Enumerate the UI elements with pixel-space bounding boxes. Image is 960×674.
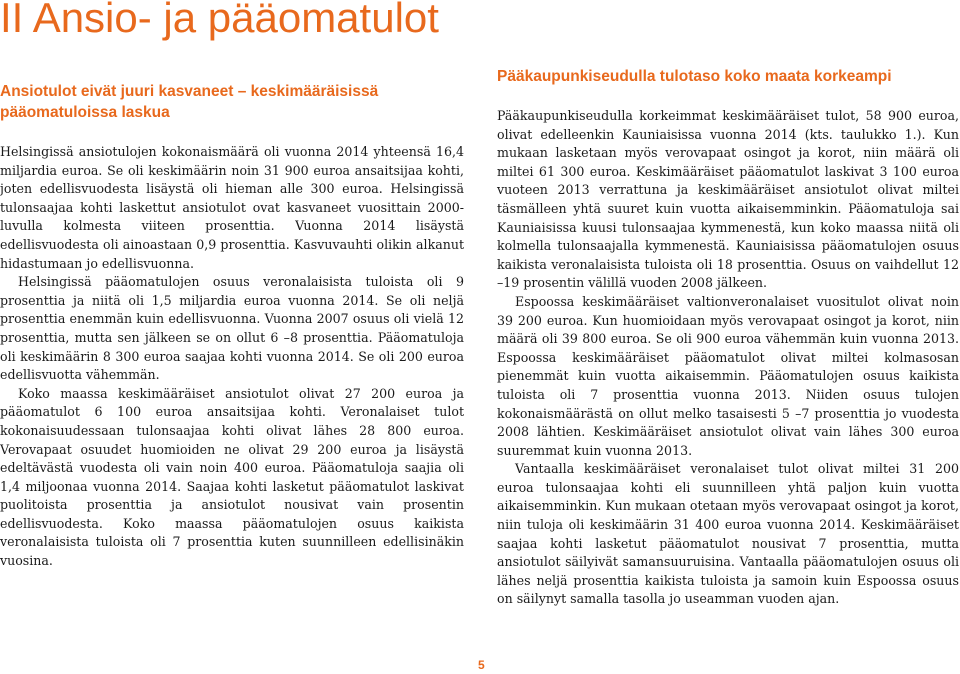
paragraph: Helsingissä pääomatulojen osuus veronalaisista tuloista oli 9 prosenttia ja niitä oli 1,5 miljardia euroa vuonna 2014. Se oli neljä prosenttia enemmän kuin edellisvuonna. Vuonna 2007 osuus oli vielä 12 prosenttia, mutta sen jälkeen se on ollut 6 –8 prosenttia. Pääomatuloja oli keskimäärin 8 300 euroa saajaa kohti vuonna 2014. Se oli 200 euroa edellisvuotta vähemmän. — [0, 274, 464, 383]
paragraph: Koko maassa keskimääräiset ansiotulot olivat 27 200 euroa ja pääomatulot 6 100 euroa ansaitsijaa kohti. Veronalaiset tulot kokonaisuudessaan tulonsaajaa kohti olivat lähes 28 800 euroa. Verovapaat osuudet huomioiden ne olivat 29 200 euroa ja lisäystä edeltävästä vuodesta oli vain noin 400 euroa. Pääomatuloja saajia oli 1,4 miljoonaa vuonna 2014. Saajaa kohti lasketut pääomatulot laskivat puolitoista prosenttia ja ansiotulot nousivat vain prosentin edellisvuodesta. Koko maassa pääomatulojen osuus kaikista veronalaisista tuloista oli 7 prosenttia kuten suunnilleen edellisinäkin vuosina. — [0, 385, 464, 569]
page-title: II Ansio- ja pääomatulot — [0, 0, 439, 41]
left-column-body — [0, 143, 464, 571]
page-number: 5 — [478, 658, 485, 672]
paragraph: Vantaalla keskimääräiset veronalaiset tulot olivat miltei 31 200 euroa tulonsaajaa kohti eli suunnilleen yhtä paljon kuin vuotta aikaisemminkin. Kun mukaan otetaan myös verovapaat osingot ja korot, niin tuloja oli keskimäärin 31 400 euroa vuonna 2014. Keskimääräiset saajaa kohti lasketut pääomatulot nousivat 7 prosenttia, mutta ansiotulot säilyivät samansuuruisina. Vantaalla pääomatulojen osuus oli lähes neljä prosenttia kaikista tuloista ja samoin kuin Espoossa osuus on säilynyt samalla tasolla jo useamman vuoden ajan. — [497, 461, 959, 607]
section-heading-earned-income: Ansiotulot eivät juuri kasvaneet – keskimääräisissä pääomatuloissa laskua — [0, 83, 379, 121]
right-column-body — [497, 107, 959, 609]
paragraph: Pääkaupunkiseudulla korkeimmat keskimääräiset tulot, 58 900 euroa, olivat edelleenkin Kauniaisissa vuonna 2014 (kts. taulukko 1.). Kun mukaan lasketaan myös verovapaat osingot ja korot, niin määrä oli miltei 61 300 euroa. Keskimääräiset pääomatulot laskivat 3 100 euroa vuoteen 2013 verrattuna ja keskimääräiset ansiotulot olivat miltei täsmälleen yhtä suuret kuin vuotta aikaisemminkin. Pääomatuloja sai Kauniaisissa kuusi tulonsaajaa kymmenestä, kun koko maassa niitä oli kolmella tulonsaajalla kymmenestä. Kauniaisissa pääomatulojen osuus kaikista veronalaisista tuloista oli 18 prosenttia. Osuus on vaihdellut 12 –19 prosentin välillä vuoden 2008 jälkeen. — [497, 108, 959, 291]
paragraph: Helsingissä ansiotulojen kokonaismäärä oli vuonna 2014 yhteensä 16,4 miljardia euroa. Se oli keskimäärin noin 31 900 euroa ansaitsijaa kohti, joten edellisvuodesta lisäystä oli hieman alle 300 euroa. Helsingissä tulonsaajaa kohti laskettut ansiotulot ovat kasvaneet vuosittain 2000-luvulla kolmesta viiteen prosenttia. Vuonna 2014 lisäystä edellisvuodesta oli ainoastaan 0,9 prosenttia. Kasvuvauhti olikin alkanut hidastumaan jo edellisvuonna. — [0, 144, 464, 271]
section-heading-capital-region: Pääkaupunkiseudulla tulotaso koko maata korkeampi — [497, 68, 892, 85]
paragraph: Espoossa keskimääräiset valtionveronalaiset vuositulot olivat noin 39 200 euroa. Kun huomioidaan myös verovapaat osingot ja korot, niin määrä oli 39 800 euroa. Se oli 900 euroa vähemmän kuin vuonna 2013. Espoossa keskimääräiset pääomatulot olivat miltei kolmasosan pienemmät kuin vuotta aikaisemmin. Pääomatulojen osuus kaikista tuloista oli 7 prosenttia vuonna 2013. Niiden osuus tulojen kokonaismäärästä on ollut melko tasaisesti 5 –7 prosenttia jo vuodesta 2008 lähtien. Keskimääräiset ansiotulot olivat vain lähes 300 euroa suuremmat kuin vuonna 2013. — [497, 293, 959, 458]
